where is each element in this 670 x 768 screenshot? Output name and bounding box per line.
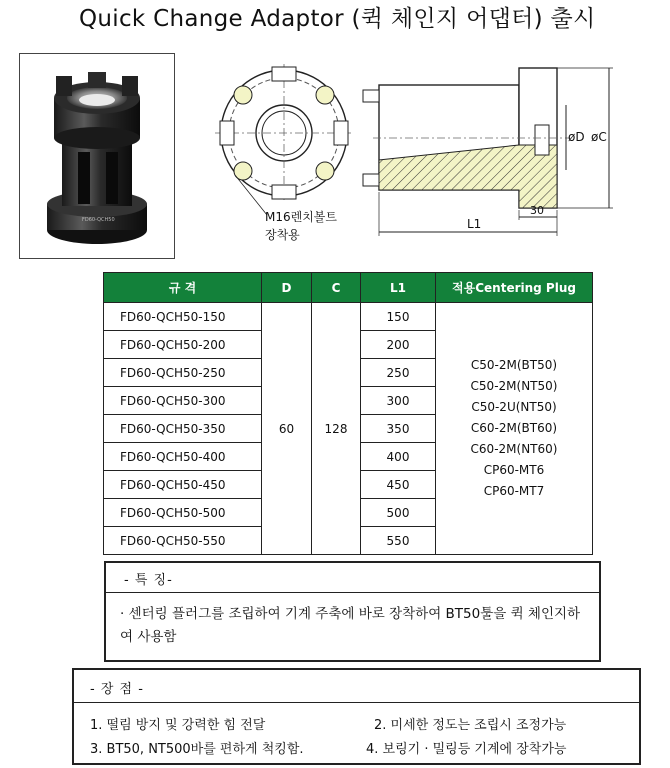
cell-model: FD60-QCH50-500	[104, 499, 262, 527]
product-photo-frame	[19, 53, 175, 259]
cell-model: FD60-QCH50-250	[104, 359, 262, 387]
table-header-row	[104, 273, 593, 303]
cell-model: FD60-QCH50-300	[104, 387, 262, 415]
dim-c-label: øC	[591, 130, 607, 144]
advantages-box	[72, 668, 641, 765]
features-box	[104, 561, 601, 662]
cell-l1: 500	[361, 499, 436, 527]
cell-model: FD60-QCH50-150	[104, 303, 262, 331]
cell-l1: 200	[361, 331, 436, 359]
advantage-item: 2. 미세한 정도는 조립시 조정가능	[374, 718, 567, 733]
plug-item: CP60-MT7	[483, 484, 545, 498]
col-header-c: C	[312, 273, 361, 303]
features-divider	[106, 592, 599, 593]
advantage-item: 1. 떨림 방지 및 강력한 힘 전달	[90, 718, 266, 733]
product-photo	[20, 54, 174, 258]
cell-l1: 550	[361, 527, 436, 555]
plug-item: C60-2M(BT60)	[470, 421, 558, 435]
col-header-spec: 규 격	[104, 273, 262, 303]
cell-l1: 450	[361, 471, 436, 499]
cell-model: FD60-QCH50-550	[104, 527, 262, 555]
table-row	[104, 303, 593, 331]
side-view	[363, 68, 613, 236]
page-title: Quick Change Adaptor (퀵 체인지 어댑터) 출시	[79, 6, 596, 32]
plug-item: C60-2M(NT60)	[470, 442, 558, 456]
cell-l1: 300	[361, 387, 436, 415]
advantage-item: 3. BT50, NT500바를 편하게 척킹함.	[90, 742, 304, 757]
cell-c: 128	[312, 303, 361, 555]
advantages-heading: - 장 점 -	[90, 682, 144, 697]
front-view	[215, 64, 353, 215]
cell-l1: 150	[361, 303, 436, 331]
plug-item: C50-2M(BT50)	[470, 358, 558, 372]
cell-model: FD60-QCH50-200	[104, 331, 262, 359]
cell-model: FD60-QCH50-450	[104, 471, 262, 499]
advantages-divider	[74, 702, 639, 703]
features-text: · 센터링 플러그를 조립하여 기계 주축에 바로 장착하여 BT50툴을 퀵 체인지하여 사용함	[120, 606, 581, 645]
col-header-d: D	[262, 273, 312, 303]
cell-d: 60	[262, 303, 312, 555]
plug-item: C50-2M(NT50)	[470, 379, 558, 393]
spec-table	[103, 272, 593, 555]
technical-drawing	[205, 50, 615, 244]
photo-engraving: FD60-QCH50	[82, 217, 115, 223]
plug-item: CP60-MT6	[483, 463, 545, 477]
cell-model: FD60-QCH50-400	[104, 443, 262, 471]
bolt-label: M16렌치볼트	[265, 210, 337, 224]
dim-l1-label: L1	[467, 217, 482, 231]
cell-plugs	[436, 303, 593, 555]
cell-l1: 400	[361, 443, 436, 471]
dim-d-label: øD	[568, 130, 585, 144]
cell-model: FD60-QCH50-350	[104, 415, 262, 443]
dim-30-label: 30	[530, 204, 544, 217]
cell-l1: 350	[361, 415, 436, 443]
features-heading: - 특 징-	[124, 573, 173, 588]
col-header-plug: 적용Centering Plug	[436, 273, 593, 303]
cell-l1: 250	[361, 359, 436, 387]
mount-label: 장착용	[265, 228, 300, 242]
advantage-item: 4. 보링기 · 밀링등 기계에 장착가능	[366, 742, 567, 757]
col-header-l1: L1	[361, 273, 436, 303]
plug-item: C50-2U(NT50)	[471, 400, 557, 414]
